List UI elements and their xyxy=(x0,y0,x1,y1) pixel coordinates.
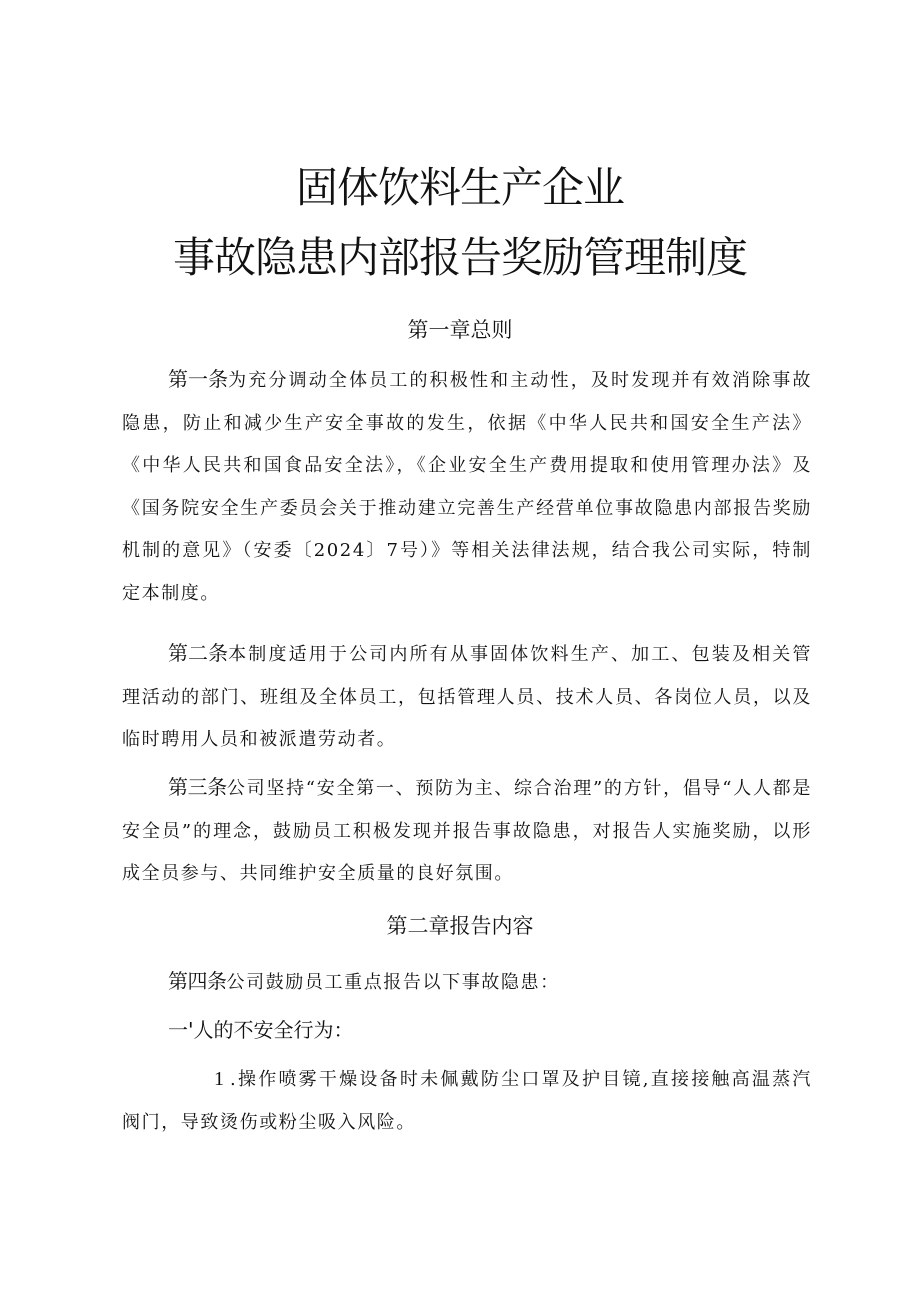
chapter-2-heading: 第二章报告内容 xyxy=(386,914,534,938)
article-4 xyxy=(122,960,812,1005)
article-2 xyxy=(122,632,812,762)
document-title-line-2: 事故隐患内部报告奖励管理制度 xyxy=(172,233,747,282)
article-4-label: 第四条 xyxy=(168,969,227,993)
article-3-text: 公司坚持“安全第一、预防为主、综合治理”的方针，倡导“人人都是安全员”的理念，鼓励员工积极发现并报告事故隐患，对报告人实施奖励，以形成全员参与、共同维护安全质量的良好氛围。 xyxy=(122,778,813,885)
article-3-label: 第三条 xyxy=(168,775,227,799)
item-1 xyxy=(122,1058,812,1144)
article-2-label: 第二条 xyxy=(168,641,229,665)
article-2-text: 本制度适用于公司内所有从事固体饮料生产、加工、包装及相关管理活动的部门、班组及全体员工，包括管理人员、技术人员、各岗位人员，以及临时聘用人员和被派遣劳动者。 xyxy=(122,644,812,751)
article-4-text: 公司鼓励员工重点报告以下事故隐患： xyxy=(226,972,560,993)
article-3 xyxy=(122,766,812,896)
document-title-line-1: 固体饮料生产企业 xyxy=(295,163,624,212)
section-1-heading: 一'人的不安全行为： xyxy=(168,1018,354,1042)
item-1-number: 1 xyxy=(214,1068,224,1090)
article-1-label: 第一条 xyxy=(168,367,229,391)
item-1-text: .操作喷雾干燥设备时未佩戴防尘口罩及护目镜,直接接触高温蒸汽阀门，导致烫伤或粉尘吸入风险。 xyxy=(122,1069,812,1133)
chapter-1-heading: 第一章总则 xyxy=(407,318,513,342)
article-1 xyxy=(122,358,812,616)
article-1-text: 为充分调动全体员工的积极性和主动性，及时发现并有效消除事故隐患，防止和减少生产安全事故的发生，依据《中华人民共和国安全生产法》《中华人民共和国食品安全法》，《企业安全生产费用提取和使用管理办法》及《国务院安全生产委员会关于推动建立完善生产经营单位事故隐患内部报告奖励机制的意见》（安委〔2024〕7号）》等相关法律法规，结合我公司实际，特制定本制度。 xyxy=(122,370,812,604)
